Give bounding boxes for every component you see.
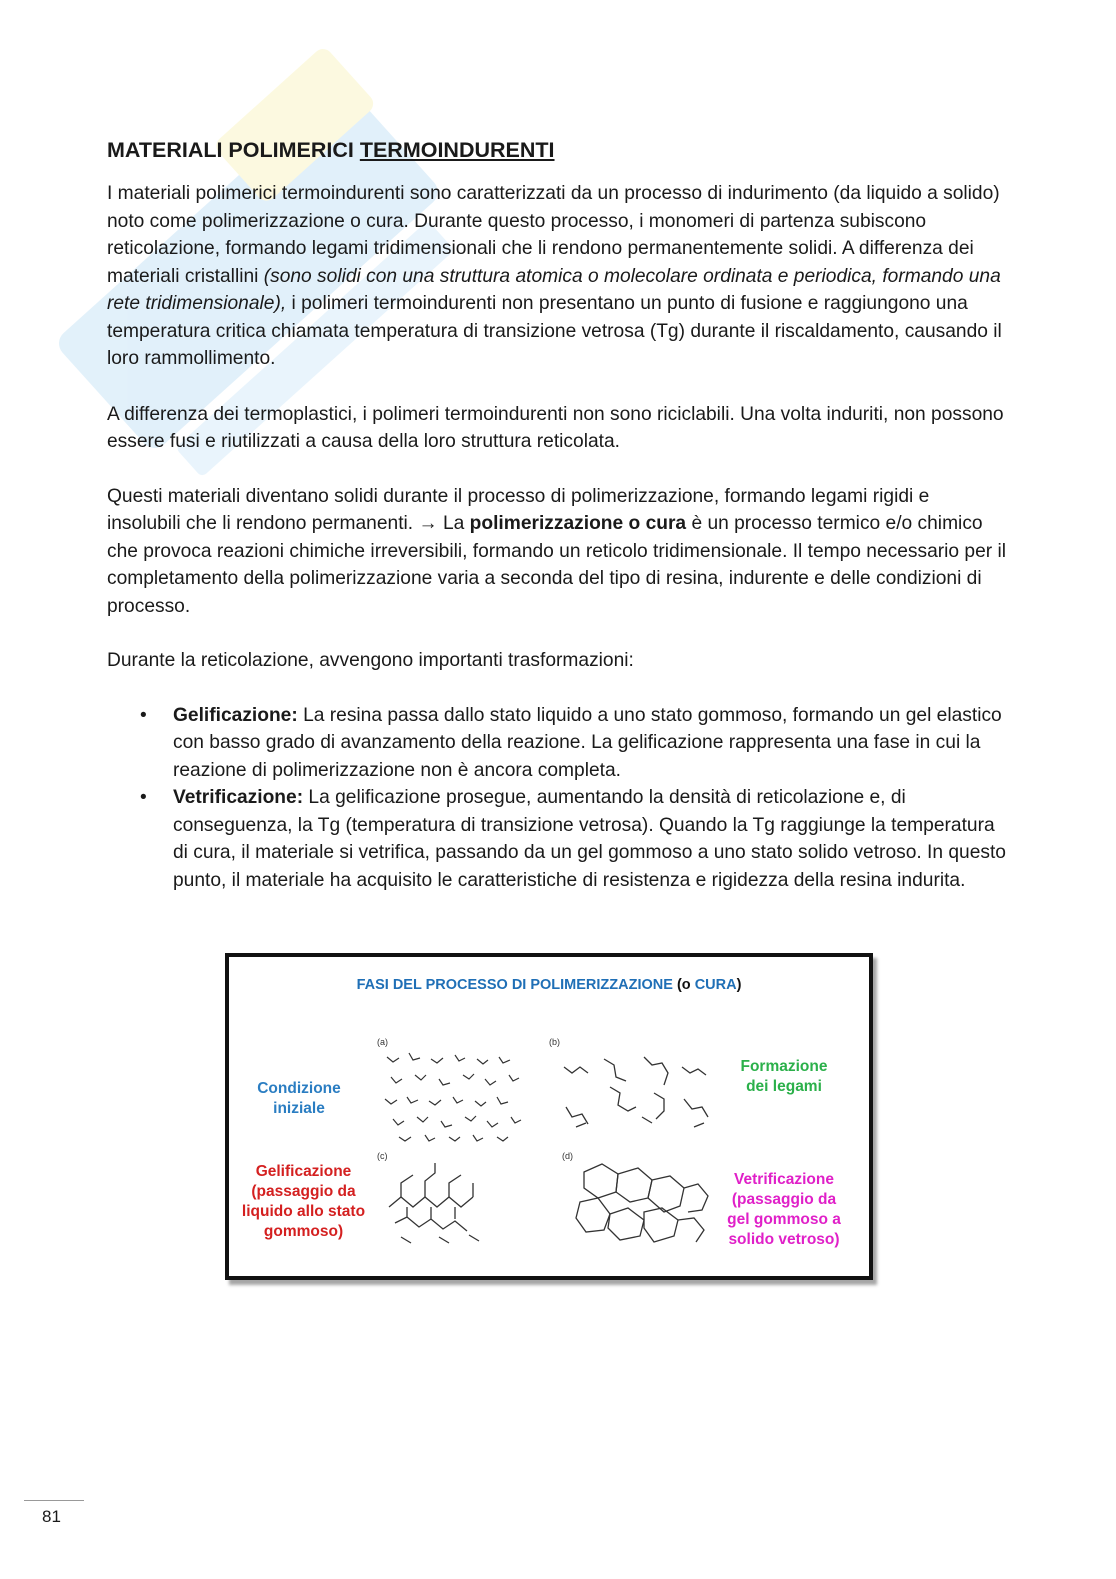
p1-text: I materiali polimerici termoindurenti sono caratterizzati da un processo di indurimento (da liquido a solido) noto come polimerizzazione o cura. Durante questo processo, i monomeri di partenza subiscono reticolazione, formando legami tridimensionali che li rendono permanentemente solidi. A differenza dei materiali cristallini [107, 183, 1000, 287]
title-part2: TERMOINDURENTI [359, 138, 555, 162]
figure-title [229, 977, 869, 993]
arrow-icon: → [418, 513, 438, 534]
list-item [173, 784, 1007, 894]
footer-divider [24, 1500, 84, 1501]
page-title [107, 135, 1007, 165]
p3-mid: La [437, 513, 470, 534]
p3-post: è un processo termico e/o chimico che provoca reazioni chimiche irreversibili, formando un reticolo tridimensionale. Il tempo necessario per il completamento della polimerizzazione varia a seconda del tipo di resina, indurente e delle condizioni di processo. [107, 513, 1007, 617]
page-number: 81 [42, 1507, 61, 1526]
p1-tail: i polimeri termoindurenti non presentano un punto di fusione e raggiungono una temperatura critica chiamata temperatura di transizione vetrosa (Tg) durante il riscaldamento, causando il loro rammollimento. [107, 293, 1002, 369]
tag-a: (a) [377, 1037, 388, 1047]
p3-bold: polimerizzazione o cura [469, 513, 687, 534]
bullet-text: La gelificazione prosegue, aumentando la densità di reticolazione e, di conseguenza, la Tg (temperatura di transizione vetrosa). Quando la Tg raggiunge la temperatura di cura, il materiale si vetrifica, passando da un gel gommoso a uno stato solido vetroso. In questo punto, il materiale ha acquisito le caratteristiche di resistenza e rigidezza della resina indurita. [173, 787, 1006, 891]
document-body [107, 135, 1007, 894]
p1-italic: (sono solidi con una struttura atomica o molecolare ordinata e periodica, formando una rete tridimensionale), [107, 265, 1001, 314]
tag-d: (d) [562, 1151, 573, 1161]
bullet-term: Gelificazione: [173, 704, 298, 726]
bullet-text: La resina passa dallo stato liquido a uno stato gommoso, formando un gel elastico con basso grado di avanzamento della reazione. La gelificazione rappresenta una fase in cui la reazione di polimerizzazione non è ancora completa. [173, 704, 1002, 781]
label-initial-condition: Condizione iniziale [257, 1080, 341, 1117]
paragraph-intro [107, 180, 1007, 373]
tag-c: (c) [377, 1151, 388, 1161]
polymerization-figure [225, 953, 873, 1280]
glassy-network-diagram [564, 1152, 719, 1257]
figure-title-open: (o [672, 977, 695, 993]
gel-network-diagram [379, 1157, 504, 1247]
figure-title-close: ) [736, 977, 742, 993]
label-bond-formation: Formazione dei legami [740, 1058, 828, 1095]
figure-title-cura: CURA [694, 977, 737, 993]
label-gelation: Gelificazione (passaggio da liquido allo stato gommoso) [241, 1163, 366, 1240]
title-part1: MATERIALI POLIMERICI [107, 138, 360, 162]
phase-list [107, 702, 1007, 895]
bond-formation-diagram [554, 1047, 719, 1142]
list-item [173, 702, 1007, 785]
bullet-term: Vetrificazione: [173, 787, 304, 808]
paragraph-recycling: A differenza dei termoplastici, i polimeri termoindurenti non sono riciclabili. Una volta induriti, non possono essere fusi e riutilizzati a causa della loro struttura reticolata. [107, 403, 1004, 452]
label-vitrification: Vetrificazione (passaggio da gel gommoso a solido vetroso) [727, 1171, 841, 1248]
paragraph-transformations: Durante la reticolazione, avvengono importanti trasformazioni: [107, 650, 634, 671]
tag-b: (b) [549, 1037, 560, 1047]
paragraph-polymerization [107, 483, 1007, 621]
monomers-diagram [379, 1045, 529, 1145]
figure-title-main: FASI DEL PROCESSO DI POLIMERIZZAZIONE [356, 977, 673, 993]
p3-pre: Questi materiali diventano solidi durante il processo di polimerizzazione, formando legami rigidi e insolubili che li rendono permanenti. [107, 485, 930, 534]
